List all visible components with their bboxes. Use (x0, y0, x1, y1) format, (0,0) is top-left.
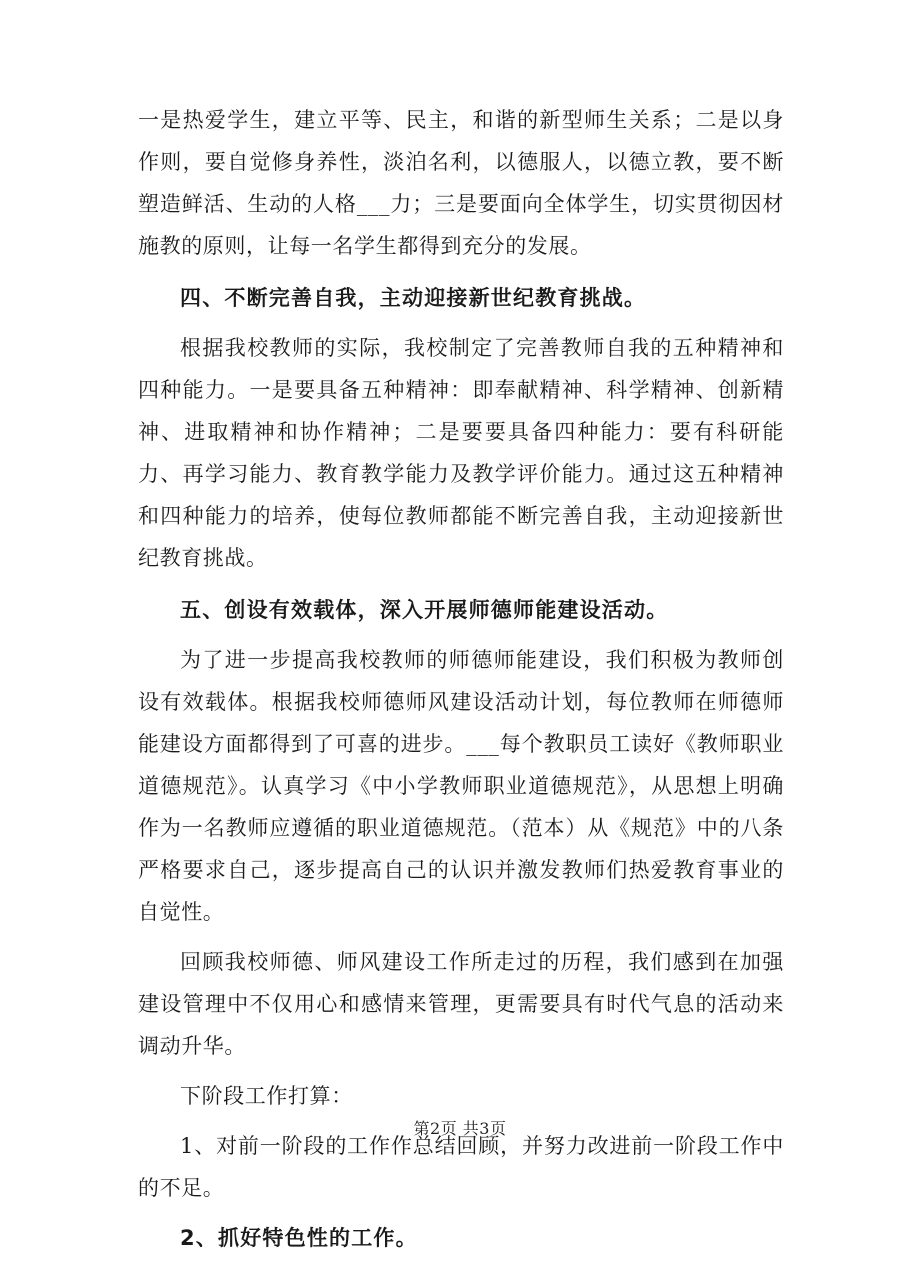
paragraph-next-plan-title: 下阶段工作打算： (180, 1084, 353, 1108)
document-body (138, 99, 784, 1267)
paragraph-teacher-ethics-points: 一是热爱学生，建立平等、民主，和谐的新型师生关系；二是以身作则，要自觉修身养性，淡泊名利，以德服人，以德立教，要不断塑造鲜活、生动的人格___力；三是要面向全体学生，切实贯彻因材施教的原则，让每一名学生都得到充分的发展。 (138, 108, 784, 258)
section-heading-four: 四、不断完善自我，主动迎接新世纪教育挑战。 (180, 286, 647, 310)
section-heading-five: 五、创设有效载体，深入开展师德师能建设活动。 (180, 598, 669, 622)
paragraph-self-improvement: 根据我校教师的实际，我校制定了完善教师自我的五种精神和四种能力。一是要具备五种精神：即奉献精神、科学精神、创新精神、进取精神和协作精神；二是要要具备四种能力：要有科研能力、再学习能力、教育教学能力及教学评价能力。通过这五种精神和四种能力的培养，使每位教师都能不断完善自我，主动迎接新世纪教育挑战。 (138, 336, 784, 570)
paragraph-effective-carrier: 为了进一步提高我校教师的师德师能建设，我们积极为教师创设有效载体。根据我校师德师风建设活动计划，每位教师在师德师能建设方面都得到了可喜的进步。___每个教职员工读好《教师职业道德规范》。认真学习《中小学教师职业道德规范》，从思想上明确作为一名教师应遵循的职业道德规范。（范本）从《规范》中的八条严格要求自己，逐步提高自己的认识并激发教师们热爱教育事业的自觉性。 (138, 648, 784, 924)
list-item-plan-2: 2、抓好特色性的工作。 (180, 1226, 418, 1250)
page-number: 第2页 共3页 (413, 1119, 507, 1138)
list-item-plan-1: 1、对前一阶段的工作作总结回顾，并努力改进前一阶段工作中的不足。 (138, 1134, 784, 1200)
paragraph-review: 回顾我校师德、师风建设工作所走过的历程，我们感到在加强建设管理中不仅用心和感情来管理，更需要具有时代气息的活动来调动升华。 (138, 950, 784, 1058)
